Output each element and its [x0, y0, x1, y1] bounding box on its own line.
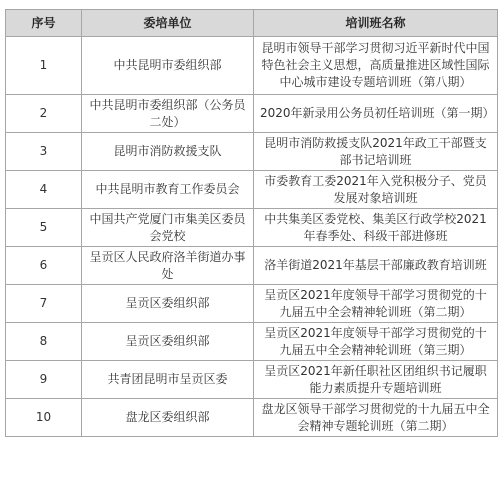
cell-unit: 盘龙区委组织部 [82, 399, 254, 437]
table-row [6, 95, 498, 133]
cell-no: 6 [6, 247, 82, 285]
cell-course: 昆明市消防救援支队2021年政工干部暨支部书记培训班 [254, 133, 498, 171]
cell-no: 10 [6, 399, 82, 437]
table-row [6, 133, 498, 171]
cell-unit: 昆明市消防救援支队 [82, 133, 254, 171]
table-row [6, 171, 498, 209]
header-course: 培训班名称 [254, 10, 498, 37]
cell-no: 3 [6, 133, 82, 171]
table-row [6, 247, 498, 285]
table-row [6, 399, 498, 437]
cell-course: 昆明市领导干部学习贯彻习近平新时代中国特色社会主义思想，高质量推进区域性国际中心城市建设专题培训班（第八期） [254, 37, 498, 95]
table-row [6, 361, 498, 399]
header-row [6, 10, 498, 37]
cell-unit: 呈贡区人民政府洛羊街道办事处 [82, 247, 254, 285]
cell-unit: 中共昆明市教育工作委员会 [82, 171, 254, 209]
cell-no: 8 [6, 323, 82, 361]
table-row [6, 37, 498, 95]
cell-course: 呈贡区2021年新任职社区团组织书记履职能力素质提升专题培训班 [254, 361, 498, 399]
cell-course: 呈贡区2021年度领导干部学习贯彻党的十九届五中全会精神轮训班（第二期） [254, 285, 498, 323]
header-unit: 委培单位 [82, 10, 254, 37]
cell-no: 5 [6, 209, 82, 247]
cell-no: 1 [6, 37, 82, 95]
table-header [6, 10, 498, 37]
cell-unit: 中共昆明市委组织部（公务员二处） [82, 95, 254, 133]
table-row [6, 323, 498, 361]
cell-course: 盘龙区领导干部学习贯彻党的十九届五中全会精神专题轮训班（第二期） [254, 399, 498, 437]
table-row [6, 209, 498, 247]
cell-unit: 中共昆明市委组织部 [82, 37, 254, 95]
cell-no: 9 [6, 361, 82, 399]
cell-course: 市委教育工委2021年入党积极分子、党员发展对象培训班 [254, 171, 498, 209]
cell-no: 2 [6, 95, 82, 133]
training-table [5, 9, 498, 437]
cell-unit: 呈贡区委组织部 [82, 285, 254, 323]
cell-course: 呈贡区2021年度领导干部学习贯彻党的十九届五中全会精神轮训班（第三期） [254, 323, 498, 361]
cell-unit: 呈贡区委组织部 [82, 323, 254, 361]
cell-course: 2020年新录用公务员初任培训班（第一期） [254, 95, 498, 133]
header-no: 序号 [6, 10, 82, 37]
table-row [6, 285, 498, 323]
table-body [6, 37, 498, 437]
cell-no: 7 [6, 285, 82, 323]
cell-course: 洛羊街道2021年基层干部廉政教育培训班 [254, 247, 498, 285]
cell-course: 中共集美区委党校、集美区行政学校2021年春季处、科级干部进修班 [254, 209, 498, 247]
cell-unit: 共青团昆明市呈贡区委 [82, 361, 254, 399]
cell-unit: 中国共产党厦门市集美区委员会党校 [82, 209, 254, 247]
cell-no: 4 [6, 171, 82, 209]
